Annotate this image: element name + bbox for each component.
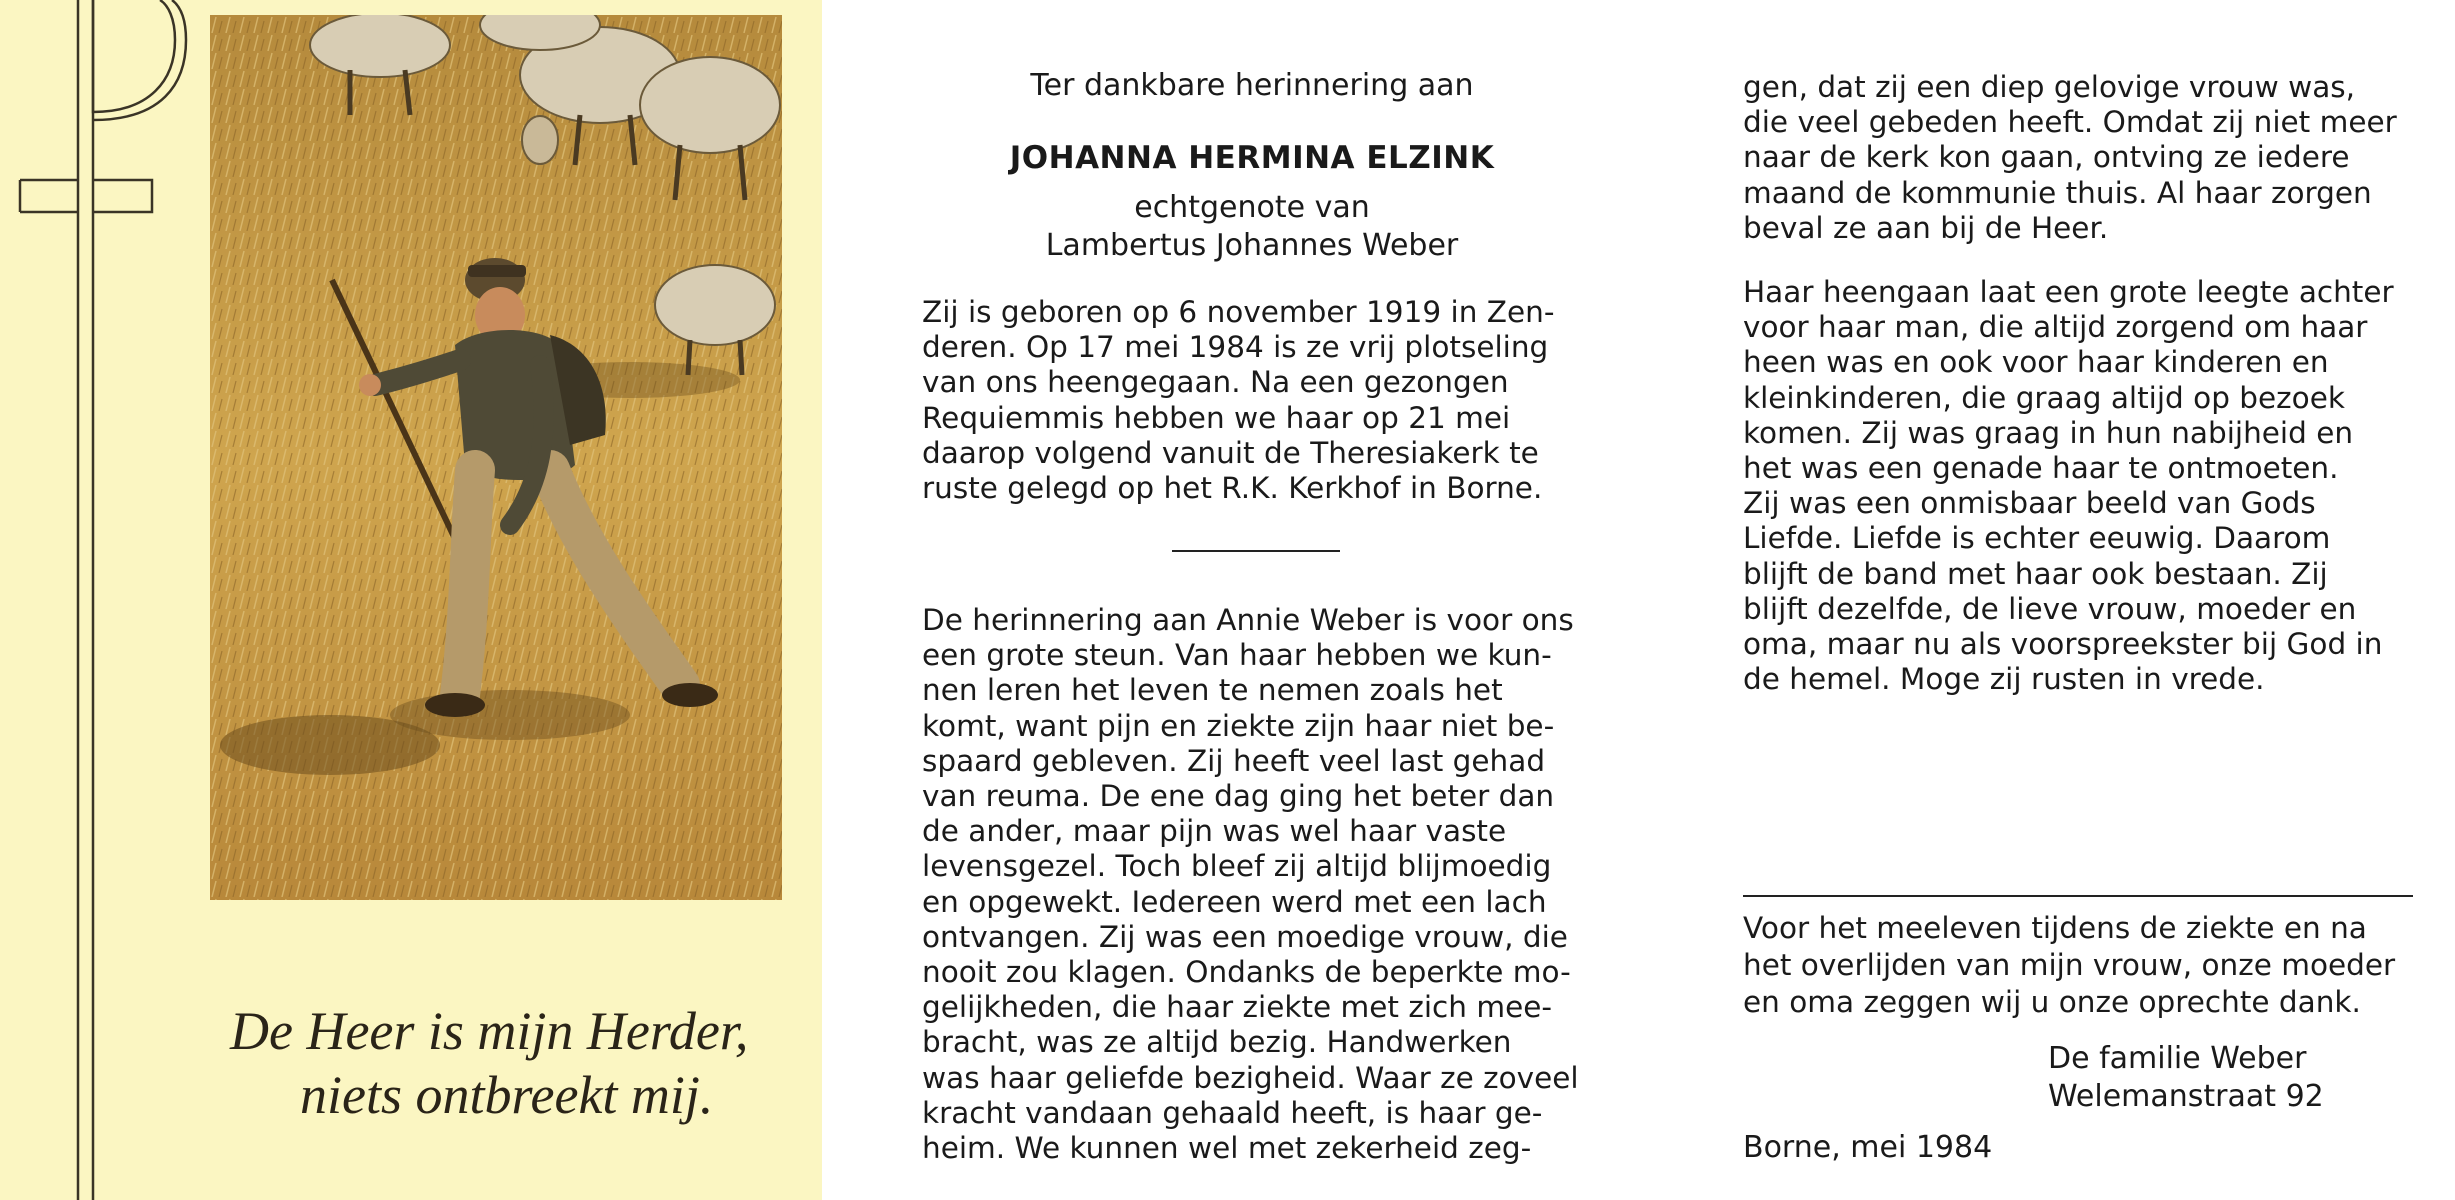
- text-line: nooit zou klagen. Ondanks de beperkte mo-: [922, 955, 1571, 990]
- verse-line-2: niets ontbreekt mij.: [300, 1064, 714, 1125]
- text-line: de hemel. Moge zij rusten in vrede.: [1743, 662, 2265, 697]
- text-line: heim. We kunnen wel met zekerheid zeg-: [922, 1131, 1532, 1166]
- text-line: Haar heengaan laat een grote leegte achter: [1743, 275, 2394, 309]
- deceased-name: JOHANNA HERMINA ELZINK: [1009, 140, 1495, 176]
- divider: [1743, 895, 2413, 897]
- text-line: gen, dat zij een diep gelovige vrouw was,: [1743, 70, 2356, 104]
- text-line: van ons heengegaan. Na een gezongen: [922, 365, 1509, 400]
- text-line: De herinnering aan Annie Weber is voor ons: [922, 603, 1574, 637]
- shepherd-photo: [210, 15, 782, 900]
- middle-column: [922, 0, 1582, 1200]
- text-line: kleinkinderen, die graag altijd op bezoek: [1743, 380, 2345, 415]
- text-line: van reuma. De ene dag ging het beter dan: [922, 779, 1555, 814]
- memory-paragraph: [922, 603, 1582, 1166]
- text-line: deren. Op 17 mei 1984 is ze vrij plotseling: [922, 330, 1549, 365]
- text-line: blijft de band met haar ook bestaan. Zij: [1743, 556, 2328, 591]
- family-name: De familie Weber: [2048, 1041, 2307, 1076]
- divider: [1172, 550, 1340, 552]
- text-line: het was een genade haar te ontmoeten.: [1743, 451, 2339, 486]
- text-line: maand de kommunie thuis. Al haar zorgen: [1743, 175, 2372, 210]
- text-line: die veel gebeden heeft. Omdat zij niet meer: [1743, 105, 2397, 140]
- text-line: beval ze aan bij de Heer.: [1743, 210, 2109, 245]
- text-line: Zij was een onmisbaar beeld van Gods: [1743, 486, 2316, 521]
- text-line: het overlijden van mijn vrouw, onze moeder: [1743, 948, 2396, 982]
- text-line: Zij is geboren op 6 november 1919 in Zen-: [922, 295, 1555, 329]
- family-address: Welemanstraat 92: [2048, 1079, 2324, 1114]
- family-signature: [2048, 1040, 2324, 1116]
- text-line: daarop volgend vanuit de Theresiakerk te: [922, 435, 1539, 470]
- text-line: de ander, maar pijn was wel haar vaste: [922, 814, 1507, 849]
- text-line: Liefde. Liefde is echter eeuwig. Daarom: [1743, 521, 2331, 556]
- text-line: en oma zeggen wij u onze oprechte dank.: [1743, 985, 2361, 1019]
- text-line: ontvangen. Zij was een moedige vrouw, die: [922, 919, 1568, 954]
- text-line: spaard gebleven. Zij heeft veel last gehad: [922, 743, 1546, 778]
- spouse-label: echtgenote van: [1134, 190, 1370, 225]
- text-line: komt, want pijn en ziekte zijn haar niet be-: [922, 708, 1555, 743]
- place-date: Borne, mei 1984: [1743, 1130, 1993, 1165]
- text-line: oma, maar nu als voorspreekster bij God in: [1743, 627, 2383, 662]
- bible-verse: [190, 1000, 790, 1127]
- text-line: blijft dezelfde, de lieve vrouw, moeder en: [1743, 591, 2357, 626]
- text-line: komen. Zij was graag in hun nabijheid en: [1743, 415, 2354, 450]
- text-line: bracht, was ze altijd bezig. Handwerken: [922, 1025, 1512, 1060]
- text-line: Requiemmis hebben we haar op 21 mei: [922, 400, 1511, 435]
- text-line: een grote steun. Van haar hebben we kun-: [922, 638, 1552, 673]
- text-line: was haar geliefde bezigheid. Waar ze zoveel: [922, 1060, 1579, 1095]
- text-line: heen was en ook voor haar kinderen en: [1743, 345, 2329, 380]
- intro-text: Ter dankbare herinnering aan: [1030, 68, 1474, 103]
- thanks-paragraph: [1743, 910, 2403, 1021]
- text-line: gelijkheden, die haar ziekte met zich mee-: [922, 990, 1553, 1025]
- text-line: ruste gelegd op het R.K. Kerkhof in Borne.: [922, 471, 1543, 506]
- biography-paragraph: [922, 295, 1582, 506]
- spouse-name: Lambertus Johannes Weber: [1045, 228, 1459, 263]
- text-line: naar de kerk kon gaan, ontving ze iedere: [1743, 140, 2350, 175]
- text-line: Voor het meeleven tijdens de ziekte en na: [1743, 911, 2367, 945]
- verse-line-1: De Heer is mijn Herder,: [230, 1001, 749, 1061]
- right-column: [1743, 0, 2413, 1200]
- text-line: kracht vandaan gehaald heeft, is haar ge-: [922, 1095, 1543, 1130]
- continuation-paragraph: [1743, 70, 2403, 246]
- text-line: levensgezel. Toch bleef zij altijd blijmoedig: [922, 849, 1552, 884]
- farewell-paragraph: [1743, 275, 2403, 697]
- text-line: nen leren het leven te nemen zoals het: [922, 673, 1503, 708]
- text-line: voor haar man, die altijd zorgend om haar: [1743, 310, 2368, 345]
- text-line: en opgewekt. Iedereen werd met een lach: [922, 884, 1547, 919]
- front-panel: [0, 0, 822, 1200]
